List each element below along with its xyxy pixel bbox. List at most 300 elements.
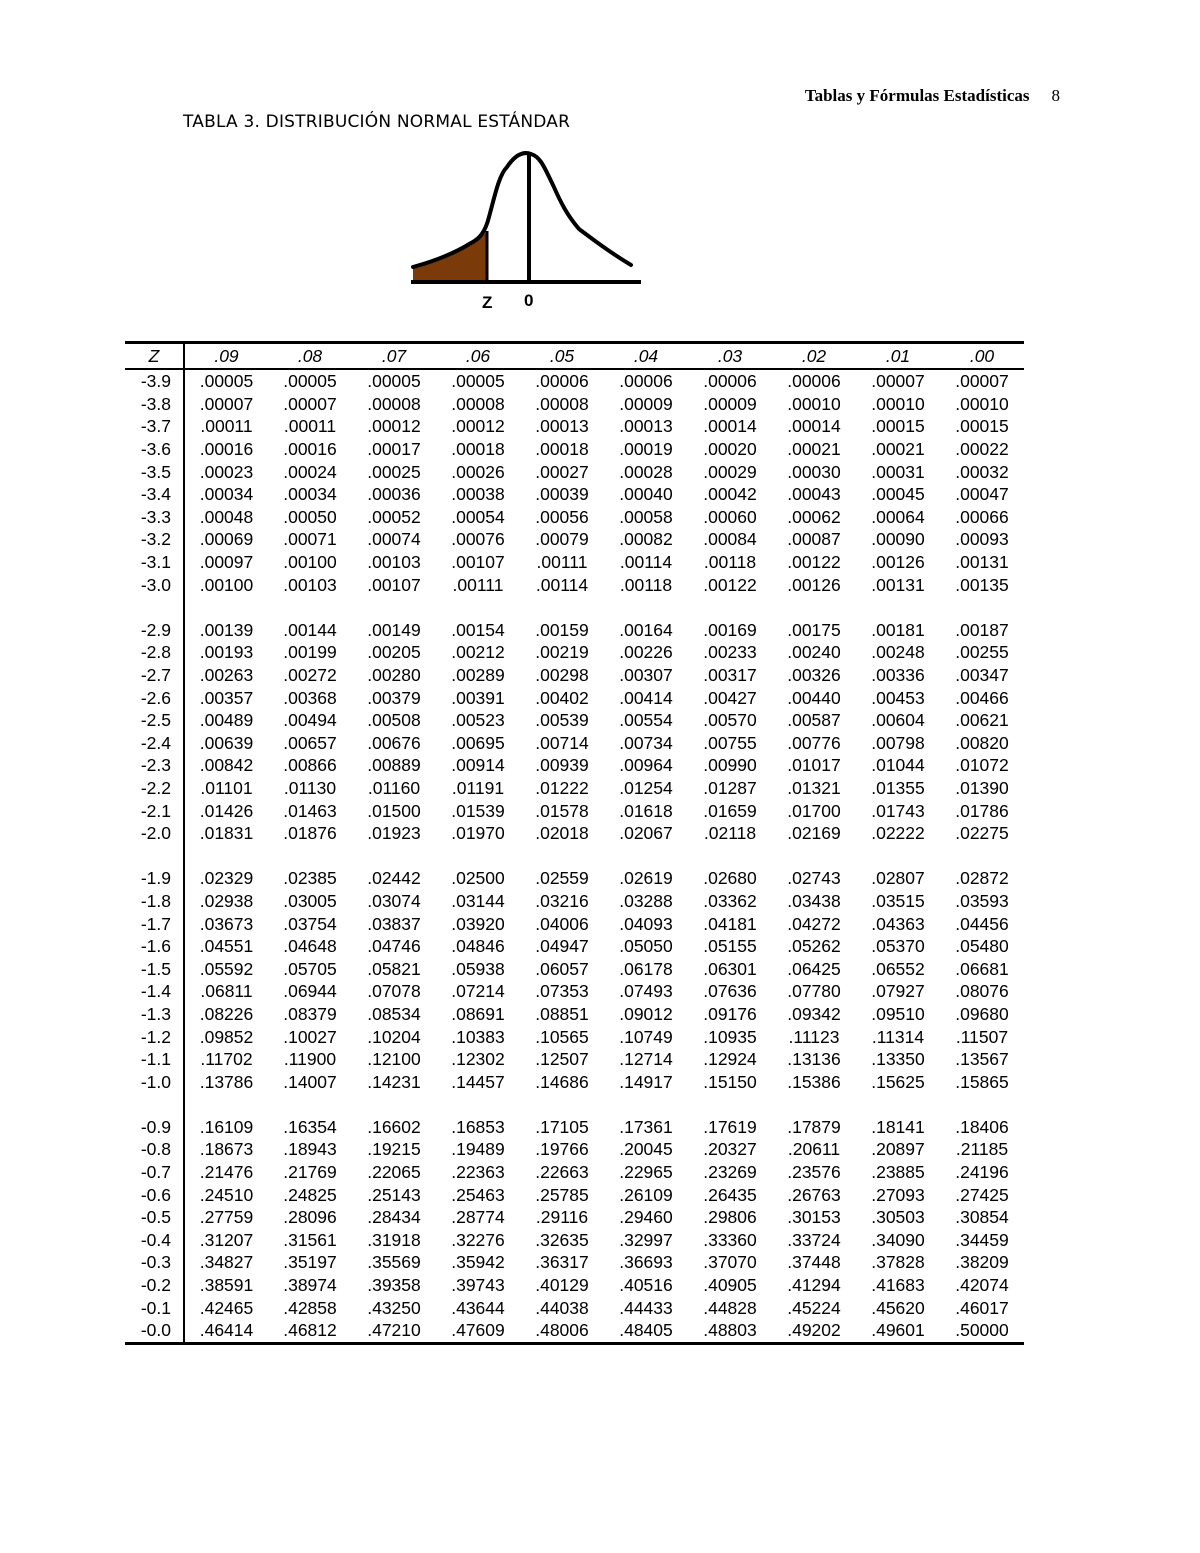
probability-cell: .00199 [283,642,337,663]
probability-cell: .00014 [787,416,841,437]
probability-cell: .00107 [451,552,505,573]
table-row [125,890,1024,913]
probability-cell: .00036 [367,484,421,505]
probability-cell: .04181 [703,913,757,934]
probability-cell: .07214 [451,981,505,1002]
probability-cell: .08076 [955,981,1009,1002]
z-value-cell: -2.7 [125,664,184,687]
probability-cell: .00621 [955,710,1009,731]
probability-cell: .00047 [955,484,1009,505]
probability-cell: .49601 [856,1319,940,1343]
probability-cell: .35197 [283,1252,337,1273]
spacer-cell [436,596,520,619]
probability-cell: .02222 [871,823,925,844]
probability-cell: .00866 [283,755,337,776]
probability-cell: .00126 [787,574,841,595]
probability-cell: .03074 [367,890,421,911]
probability-cell: .29806 [703,1207,757,1228]
probability-cell: .24510 [199,1184,254,1205]
probability-cell: .01254 [619,777,673,798]
probability-cell: .46812 [268,1319,352,1343]
table-row [125,709,1024,732]
probability-cell: .00114 [535,574,589,595]
probability-cell: .06552 [871,958,925,979]
probability-cell: .00009 [619,393,673,414]
z-value-cell: -2.0 [125,822,184,845]
spacer-cell [604,1093,688,1116]
probability-cell: .44828 [703,1297,757,1318]
probability-cell: .00050 [283,506,337,527]
table-row [125,369,1024,393]
probability-cell: .27425 [955,1184,1009,1205]
probability-cell: .19766 [535,1139,589,1160]
probability-cell: .00508 [367,710,421,731]
probability-cell: .16109 [199,1116,254,1137]
probability-cell: .09012 [619,1003,673,1024]
z-label: Z [482,293,493,312]
probability-cell: .42074 [955,1275,1009,1296]
normal-curve-illustration [405,145,645,315]
probability-cell: .00336 [871,665,925,686]
table-row [125,393,1024,416]
probability-cell: .37828 [871,1252,925,1273]
probability-cell: .09342 [787,1003,841,1024]
probability-cell: .00018 [451,439,505,460]
probability-cell: .07927 [871,981,925,1002]
table-row [125,460,1024,483]
probability-cell: .01130 [283,777,337,798]
probability-cell: .00071 [283,529,337,550]
table-row [125,573,1024,596]
probability-cell: .38974 [283,1275,337,1296]
probability-cell: .25463 [451,1184,505,1205]
probability-cell: .00013 [535,416,589,437]
probability-cell: .01970 [451,823,505,844]
probability-cell: .00010 [787,393,841,414]
probability-cell: .28434 [367,1207,421,1228]
zero-label: 0 [524,291,534,310]
probability-cell: .18141 [871,1116,925,1137]
spacer-cell [940,596,1024,619]
column-header-z: Z [125,343,184,370]
probability-cell: .01618 [619,800,673,821]
z-value-cell: -3.0 [125,573,184,596]
probability-cell: .00014 [703,416,757,437]
probability-cell: .00440 [787,687,841,708]
probability-cell: .00466 [955,687,1009,708]
probability-cell: .08226 [199,1003,254,1024]
table-row [125,1296,1024,1319]
z-value-cell: -1.6 [125,935,184,958]
probability-cell: .01321 [787,777,841,798]
probability-cell: .00060 [703,506,757,527]
probability-cell: .04551 [199,936,254,957]
probability-cell: .28096 [283,1207,337,1228]
probability-cell: .01355 [871,777,925,798]
spacer-cell [184,1093,268,1116]
probability-cell: .03754 [283,913,337,934]
spacer-cell [268,1093,352,1116]
probability-cell: .00020 [703,439,757,460]
probability-cell: .01160 [367,777,421,798]
probability-cell: .12302 [451,1049,505,1070]
probability-cell: .00025 [367,461,421,482]
probability-cell: .00280 [367,665,421,686]
probability-cell: .09510 [871,1003,925,1024]
probability-cell: .18673 [199,1139,254,1160]
probability-cell: .11702 [200,1049,253,1070]
probability-cell: .01539 [451,800,505,821]
probability-cell: .36317 [535,1252,589,1273]
probability-cell: .38209 [955,1252,1009,1273]
probability-cell: .48405 [604,1319,688,1343]
probability-cell: .16354 [283,1116,337,1137]
z-value-cell: -2.4 [125,732,184,755]
z-value-cell: -3.7 [125,415,184,438]
probability-cell: .00023 [199,461,254,482]
spacer-cell [520,596,604,619]
probability-cell: .15150 [703,1071,757,1092]
table-row [125,1229,1024,1252]
probability-cell: .00317 [703,665,757,686]
probability-cell: .00005 [283,371,337,392]
probability-cell: .00570 [703,710,757,731]
probability-cell: .26763 [787,1184,841,1205]
probability-cell: .06811 [200,981,253,1002]
probability-cell: .17105 [535,1116,589,1137]
probability-cell: .00714 [535,732,589,753]
table-row [125,415,1024,438]
column-header: .08 [268,343,352,370]
probability-cell: .03593 [955,890,1009,911]
probability-cell: .00016 [283,439,337,460]
probability-cell: .00054 [451,506,505,527]
probability-cell: .04093 [619,913,673,934]
probability-cell: .03673 [199,913,254,934]
spacer-cell [520,1093,604,1116]
probability-cell: .22965 [619,1162,673,1183]
probability-cell: .00074 [367,529,421,550]
probability-cell: .00233 [703,642,757,663]
probability-cell: .00205 [367,642,421,663]
probability-cell: .02018 [535,823,589,844]
probability-cell: .05705 [283,958,337,979]
probability-cell: .30503 [871,1207,925,1228]
probability-cell: .00066 [955,506,1009,527]
table-row [125,732,1024,755]
probability-cell: .12924 [703,1049,757,1070]
probability-cell: .04746 [367,936,421,957]
probability-cell: .00212 [451,642,505,663]
probability-cell: .08534 [367,1003,421,1024]
probability-cell: .02169 [787,823,841,844]
column-header: .00 [940,343,1024,370]
probability-cell: .12100 [367,1049,421,1070]
probability-cell: .20327 [703,1139,757,1160]
probability-cell: .10027 [283,1026,337,1047]
probability-cell: .01390 [955,777,1009,798]
column-header: .04 [604,343,688,370]
probability-cell: .00030 [787,461,841,482]
spacer-cell [268,596,352,619]
probability-cell: .45620 [871,1297,925,1318]
probability-cell: .01101 [200,777,253,798]
probability-cell: .50000 [940,1319,1024,1343]
z-value-cell: -0.5 [125,1206,184,1229]
probability-cell: .00657 [283,732,337,753]
probability-cell: .23269 [703,1162,757,1183]
probability-cell: .00012 [451,416,505,437]
probability-cell: .24196 [955,1162,1009,1183]
table-row [125,506,1024,529]
group-spacer-row [125,1093,1024,1116]
probability-cell: .00022 [955,439,1009,460]
z-value-cell: -2.6 [125,686,184,709]
probability-cell: .00007 [199,393,254,414]
probability-cell: .00005 [451,371,505,392]
probability-cell: .01222 [535,777,589,798]
probability-cell: .00604 [871,710,925,731]
probability-cell: .00131 [955,552,1009,573]
probability-cell: .33360 [703,1229,757,1250]
probability-cell: .00013 [619,416,673,437]
probability-cell: .00489 [199,710,254,731]
z-value-cell: -2.1 [125,799,184,822]
probability-cell: .17879 [787,1116,841,1137]
probability-cell: .00008 [451,393,505,414]
probability-cell: .11900 [283,1049,337,1070]
probability-cell: .01578 [535,800,589,821]
probability-cell: .49202 [772,1319,856,1343]
probability-cell: .00379 [367,687,421,708]
probability-cell: .18406 [955,1116,1009,1137]
probability-cell: .41294 [787,1275,841,1296]
probability-cell: .47210 [352,1319,436,1343]
probability-cell: .00032 [955,461,1009,482]
probability-cell: .19215 [367,1139,421,1160]
table-row [125,1206,1024,1229]
probability-cell: .00007 [283,393,337,414]
spacer-cell [268,844,352,867]
spacer-cell [125,844,184,867]
probability-cell: .00021 [871,439,925,460]
probability-cell: .41683 [871,1275,925,1296]
probability-cell: .00012 [367,416,421,437]
probability-cell: .00990 [703,755,757,776]
probability-cell: .22663 [535,1162,589,1183]
probability-cell: .06681 [955,958,1009,979]
table-row [125,1048,1024,1071]
probability-cell: .00964 [619,755,673,776]
z-value-cell: -1.8 [125,890,184,913]
probability-cell: .14686 [535,1071,589,1092]
z-value-cell: -1.0 [125,1070,184,1093]
probability-cell: .46017 [955,1297,1009,1318]
z-value-cell: -3.8 [125,393,184,416]
probability-cell: .00082 [619,529,673,550]
probability-cell: .00076 [451,529,505,550]
table-row [125,754,1024,777]
probability-cell: .00008 [535,393,589,414]
probability-cell: .23885 [871,1162,925,1183]
probability-cell: .00776 [787,732,841,753]
probability-cell: .09176 [703,1003,757,1024]
table-header [125,343,1024,370]
probability-cell: .00079 [535,529,589,550]
probability-cell: .01017 [787,755,841,776]
probability-cell: .10383 [451,1026,505,1047]
probability-cell: .12507 [535,1049,589,1070]
probability-cell: .21185 [955,1139,1009,1160]
spacer-cell [940,1093,1024,1116]
probability-cell: .00006 [787,371,841,392]
probability-cell: .06178 [619,958,673,979]
probability-cell: .00889 [367,755,421,776]
probability-cell: .09680 [955,1003,1009,1024]
probability-cell: .40129 [535,1275,589,1296]
probability-cell: .29460 [619,1207,673,1228]
probability-cell: .32276 [451,1229,505,1250]
probability-cell: .00181 [871,619,925,640]
table-row [125,1319,1024,1343]
probability-cell: .05938 [451,958,505,979]
probability-cell: .30854 [955,1207,1009,1228]
z-value-cell: -3.3 [125,506,184,529]
probability-cell: .35569 [367,1252,421,1273]
z-value-cell: -3.2 [125,528,184,551]
z-value-cell: -3.9 [125,369,184,393]
probability-cell: .00006 [535,371,589,392]
probability-cell: .00414 [619,687,673,708]
probability-cell: .00005 [199,371,254,392]
probability-cell: .09852 [199,1026,254,1047]
bell-curve-line [413,153,631,267]
probability-cell: .02329 [199,868,254,889]
probability-cell: .01463 [283,800,337,821]
z-value-cell: -1.2 [125,1025,184,1048]
probability-cell: .00263 [199,665,254,686]
spacer-cell [856,1093,940,1116]
running-header [700,86,1060,106]
probability-cell: .05262 [787,936,841,957]
table-row [125,1070,1024,1093]
probability-cell: .06057 [535,958,589,979]
probability-cell: .10565 [535,1026,589,1047]
probability-cell: .00219 [535,642,589,663]
probability-cell: .00193 [199,642,254,663]
z-value-cell: -2.2 [125,777,184,800]
probability-cell: .04456 [955,913,1009,934]
probability-cell: .06425 [787,958,841,979]
probability-cell: .00064 [871,506,925,527]
column-header: .05 [520,343,604,370]
table-row [125,777,1024,800]
probability-cell: .00084 [703,529,757,550]
probability-cell: .00100 [283,552,337,573]
probability-cell: .03920 [451,913,505,934]
z-value-cell: -1.5 [125,957,184,980]
probability-cell: .00226 [619,642,673,663]
running-header-title: Tablas y Fórmulas Estadísticas [804,86,1030,105]
probability-cell: .00357 [199,687,254,708]
probability-cell: .03362 [703,890,757,911]
probability-cell: .02872 [955,868,1009,889]
probability-cell: .23576 [787,1162,841,1183]
probability-cell: .43250 [367,1297,421,1318]
probability-cell: .46414 [184,1319,268,1343]
probability-cell: .31918 [367,1229,421,1250]
probability-cell: .27093 [871,1184,925,1205]
table-row [125,799,1024,822]
probability-cell: .20045 [619,1139,673,1160]
probability-cell: .15865 [955,1071,1009,1092]
spacer-cell [688,844,772,867]
z-value-cell: -2.3 [125,754,184,777]
z-value-cell: -3.1 [125,551,184,574]
probability-cell: .01072 [955,755,1009,776]
probability-cell: .00103 [367,552,421,573]
spacer-cell [436,844,520,867]
probability-cell: .14007 [283,1071,337,1092]
probability-cell: .32997 [619,1229,673,1250]
probability-cell: .00798 [871,732,925,753]
probability-cell: .07078 [367,981,421,1002]
probability-cell: .02938 [199,890,254,911]
z-value-cell: -0.4 [125,1229,184,1252]
probability-cell: .26435 [703,1184,757,1205]
probability-cell: .13567 [955,1049,1009,1070]
probability-cell: .37070 [703,1252,757,1273]
probability-cell: .00100 [199,574,254,595]
spacer-cell [604,596,688,619]
probability-cell: .00402 [535,687,589,708]
probability-cell: .00009 [703,393,757,414]
probability-cell: .24825 [283,1184,337,1205]
probability-cell: .04006 [535,913,589,934]
z-value-cell: -2.9 [125,619,184,642]
spacer-cell [184,596,268,619]
probability-cell: .00017 [367,439,421,460]
probability-cell: .00026 [451,461,505,482]
table-row [125,1025,1024,1048]
table-row [125,957,1024,980]
probability-cell: .01743 [871,800,925,821]
probability-cell: .05155 [703,936,757,957]
probability-cell: .05592 [199,958,254,979]
probability-cell: .44038 [535,1297,589,1318]
probability-cell: .08691 [451,1003,505,1024]
z-value-cell: -1.7 [125,912,184,935]
probability-cell: .00272 [283,665,337,686]
probability-cell: .00010 [955,393,1009,414]
table-row [125,822,1024,845]
probability-cell: .01923 [367,823,421,844]
probability-cell: .00139 [199,619,254,640]
probability-cell: .00007 [871,371,925,392]
probability-cell: .48006 [520,1319,604,1343]
probability-cell: .00289 [451,665,505,686]
probability-cell: .12714 [619,1049,673,1070]
table-row [125,867,1024,890]
probability-cell: .00011 [283,416,337,437]
probability-cell: .00755 [703,732,757,753]
probability-cell: .17361 [619,1116,673,1137]
probability-cell: .02680 [703,868,757,889]
probability-cell: .02619 [619,868,673,889]
column-header: .02 [772,343,856,370]
probability-cell: .00554 [619,710,673,731]
probability-cell: .19489 [451,1139,505,1160]
